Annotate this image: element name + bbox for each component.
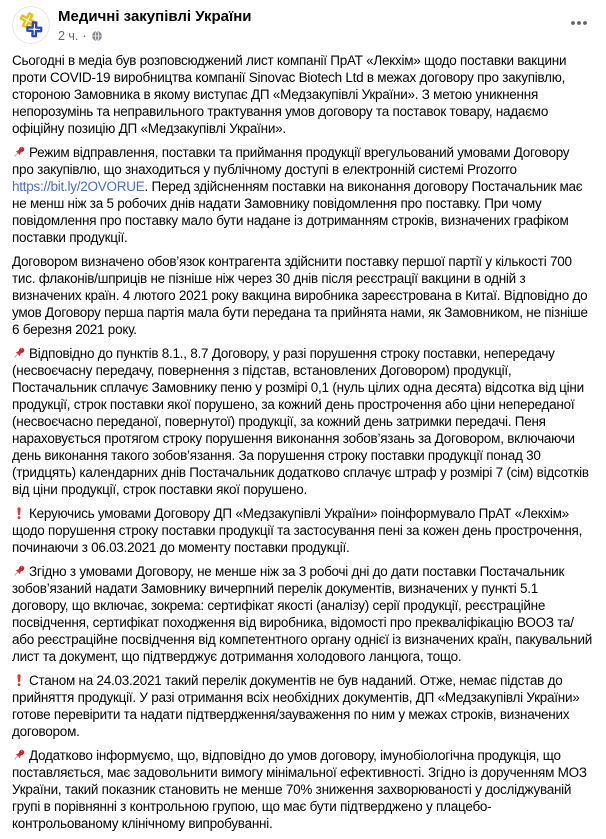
- post-link[interactable]: https://bit.ly/2OVORUE: [12, 179, 145, 194]
- page-name[interactable]: Медичні закупівлі України: [58, 8, 252, 25]
- post-paragraph: [12, 505, 594, 556]
- post-paragraph: [12, 563, 594, 665]
- post-paragraph: [12, 52, 594, 137]
- pushpin-icon: [12, 345, 26, 362]
- pushpin-icon: [12, 563, 26, 580]
- post-meta: [58, 28, 564, 44]
- page-avatar[interactable]: [12, 6, 50, 44]
- post-paragraph: [12, 345, 594, 498]
- post-text: Станом на 24.03.2021 такий перелік документів не був наданий. Отже, немає підстав до прийняття продукції. У разі отримання всіх необхідних документів, ДП «Медзакупівлі України» готове перевірити та надати підтвердження/зауваження по ним у межах строків, визначених договором.: [12, 673, 580, 739]
- post-content: [12, 52, 594, 832]
- ellipsis-icon: [569, 13, 589, 33]
- post-text: Сьогодні в медіа був розповсюджений лист компанії ПрАТ «Лекхім» щодо поставки вакцини проти COVID-19 виробництва компанії Sinovac Biotech Ltd в межах договору про закупівлю, стороною Замовника в якому виступає ДП «Медзакупівлі України». З метою уникнення непорозумінь та неправильного трактування умов договору та поставок товару, надаємо офіційну позицію ДП «Медзакупівлі України».: [12, 53, 567, 136]
- red-exclamation-icon: [12, 505, 26, 522]
- post-timestamp[interactable]: 2 ч.: [58, 29, 79, 43]
- post-text: Відповідно до пунктів 8.1., 8.7 Договору, у разі порушення строку поставки, непередачу (несвоєчасну передачу, повернення з підстав, встановлених Договором) продукції, Постачальник сплачує Замовнику пеню у розмірі 0,1 (нуль цілих одна десята) відсотка від ціни продукції, строк поставки якої порушено, за кожний день прострочення або ціни непереданої (несвоєчасно переданої, повернутої) продукції, за кожний день затримки передачі. Пеня нараховується протягом строку порушення виконання зобов’язань за Договором, включаючи день виконання такого зобов’язання. За порушення строку поставки продукції понад 30 (тридцять) календарних днів Постачальник додатково сплачує штраф у розмірі 7 (сім) відсотків від ціни продукції, строк поставки якої порушено.: [12, 346, 589, 497]
- post-paragraph: [12, 672, 594, 740]
- post-menu-button[interactable]: [564, 8, 594, 38]
- post-paragraph: [12, 253, 594, 338]
- post-text: Режим відправлення, поставки та приймання продукції врегульований умовами Договору про закупівлю, що знаходиться у публічному доступі в електронній системі Prozorro: [12, 145, 570, 177]
- post-header: [12, 6, 594, 44]
- pushpin-icon: [12, 144, 26, 161]
- post-text: Додатково інформуємо, що, відповідно до умов договору, імунобіологічна продукція, що поставляється, має задовольнити вимогу мінімальної ефективності. Згідно із дорученням МОЗ України, такий показник становить не менше 70% зниження захворюваності у досліджуваній групі в порівнянні з контрольною групою, що має бути підтверджено у плацебо-контрольованому клінічному випробуванні.: [12, 748, 587, 831]
- post-paragraph: [12, 747, 594, 832]
- post-text: Керуючись умовами Договору ДП «Медзакупівлі України» поінформувало ПрАТ «Лекхім» щодо порушення строку поставки продукції та застосування пені за кожен день прострочення, починаючи з 06.03.2021 до моменту поставки продукції.: [12, 506, 583, 555]
- post-header-text: [58, 6, 564, 44]
- post-text: Згідно з умовами Договору, не менше ніж за 3 робочі дні до дати поставки Постачальник зобов’язаний надати Замовнику вичерпний перелік документів, визначених у пункті 5.1 договору, що включає, зокрема: сертифікат якості (аналізу) серії продукції, реєстраційне посвідчення, сертифікат походження від виробника, відомості про прекваліфікацію ВООЗ та/або реєстраційне посвідчення від компетентного органу однієї із визначених країн, пакувальний лист та документ, що підтверджує дотримання холодового ланцюга, тощо.: [12, 564, 593, 664]
- post-text: Договором визначено обов’язок контрагента здійснити поставку першої партії у кількості 700 тис. флаконів/шприців не пізніше ніж через 30 днів після реєстрації вакцини в одній з визначених країн. 4 лютого 2021 року вакцина виробника зареєстрована в Китаї. Відповідно до умов Договору перша партія мала бути передана та прийнята нами, як Замовником, не пізніше 6 березня 2021 року.: [12, 254, 588, 337]
- pushpin-icon: [12, 747, 26, 764]
- medzakupivli-logo: [12, 6, 50, 44]
- post-paragraph: [12, 144, 594, 246]
- post-text: . Перед здійсненням поставки на виконання договору Постачальник має не менш ніж за 5 робочих днів надати Замовнику повідомлення про поставку. При чому повідомлення про поставку мало бути надане із дотриманням строків, визначених графіком поставки продукції.: [12, 179, 583, 245]
- red-exclamation-icon: [12, 672, 26, 689]
- meta-separator: ·: [82, 29, 87, 43]
- globe-icon: [91, 30, 103, 42]
